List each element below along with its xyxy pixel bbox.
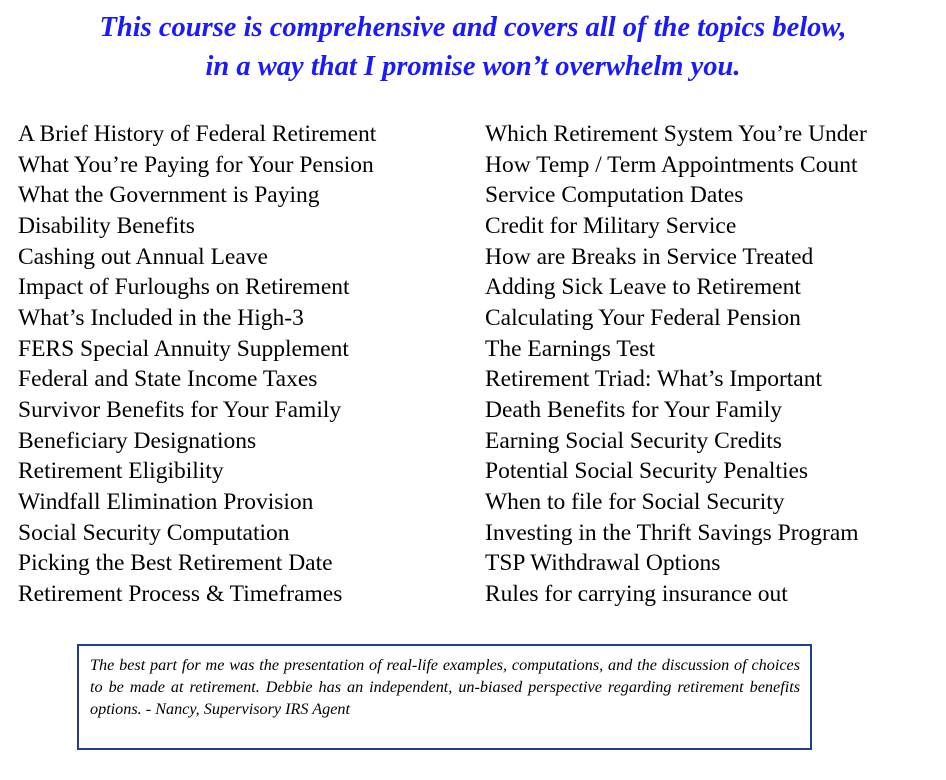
headline-line-1: This course is comprehensive and covers all of the topics below,: [99, 12, 847, 43]
topic-item: What You’re Paying for Your Pension: [18, 151, 374, 178]
topic-item: Retirement Process & Timeframes: [18, 580, 343, 607]
topic-item: When to file for Social Security: [485, 488, 785, 515]
topic-item: Death Benefits for Your Family: [485, 396, 782, 423]
testimonial-box: [77, 644, 812, 750]
topics-right-column: [485, 119, 867, 610]
topic-item: Windfall Elimination Provision: [18, 488, 314, 515]
topic-item: Rules for carrying insurance out: [485, 580, 788, 607]
topic-item: The Earnings Test: [485, 335, 656, 362]
topic-item: Disability Benefits: [18, 212, 195, 239]
headline-line-2: in a way that I promise won’t overwhelm you.: [205, 51, 741, 82]
testimonial-text: The best part for me was the presentation of real-life examples, computations, and the discussion of choices to be made at retirement. Debbie has an independent, un-biased perspective regarding retirement benefits options. - Nancy, Supervisory IRS Agent: [90, 656, 800, 718]
topic-item: Service Computation Dates: [485, 182, 744, 209]
topic-item: What the Government is Paying: [18, 182, 320, 209]
topic-item: TSP Withdrawal Options: [485, 550, 721, 577]
topic-item: Impact of Furloughs on Retirement: [18, 274, 350, 301]
headline: [0, 8, 946, 86]
topic-item: How are Breaks in Service Treated: [485, 243, 814, 270]
topic-item: Investing in the Thrift Savings Program: [485, 519, 859, 546]
topic-item: Retirement Triad: What’s Important: [485, 366, 823, 393]
topic-item: Picking the Best Retirement Date: [18, 550, 333, 577]
topic-item: A Brief History of Federal Retirement: [18, 121, 377, 147]
topic-item: Adding Sick Leave to Retirement: [485, 274, 801, 301]
topic-item: Beneficiary Designations: [18, 427, 257, 454]
topic-item: Survivor Benefits for Your Family: [18, 396, 342, 423]
topics-left-column: [18, 119, 376, 610]
topic-item: Federal and State Income Taxes: [18, 366, 318, 393]
topic-item: What’s Included in the High-3: [18, 304, 304, 331]
topic-item: Cashing out Annual Leave: [18, 243, 268, 270]
topic-item: Credit for Military Service: [485, 212, 737, 239]
topic-item: Calculating Your Federal Pension: [485, 304, 801, 331]
topic-item: Earning Social Security Credits: [485, 427, 782, 454]
topic-item: FERS Special Annuity Supplement: [18, 335, 349, 362]
topic-item: Potential Social Security Penalties: [485, 458, 809, 485]
topic-item: Which Retirement System You’re Under: [485, 121, 867, 147]
topic-item: Social Security Computation: [18, 519, 290, 546]
topic-item: Retirement Eligibility: [18, 458, 224, 485]
topic-item: How Temp / Term Appointments Count: [485, 151, 858, 178]
